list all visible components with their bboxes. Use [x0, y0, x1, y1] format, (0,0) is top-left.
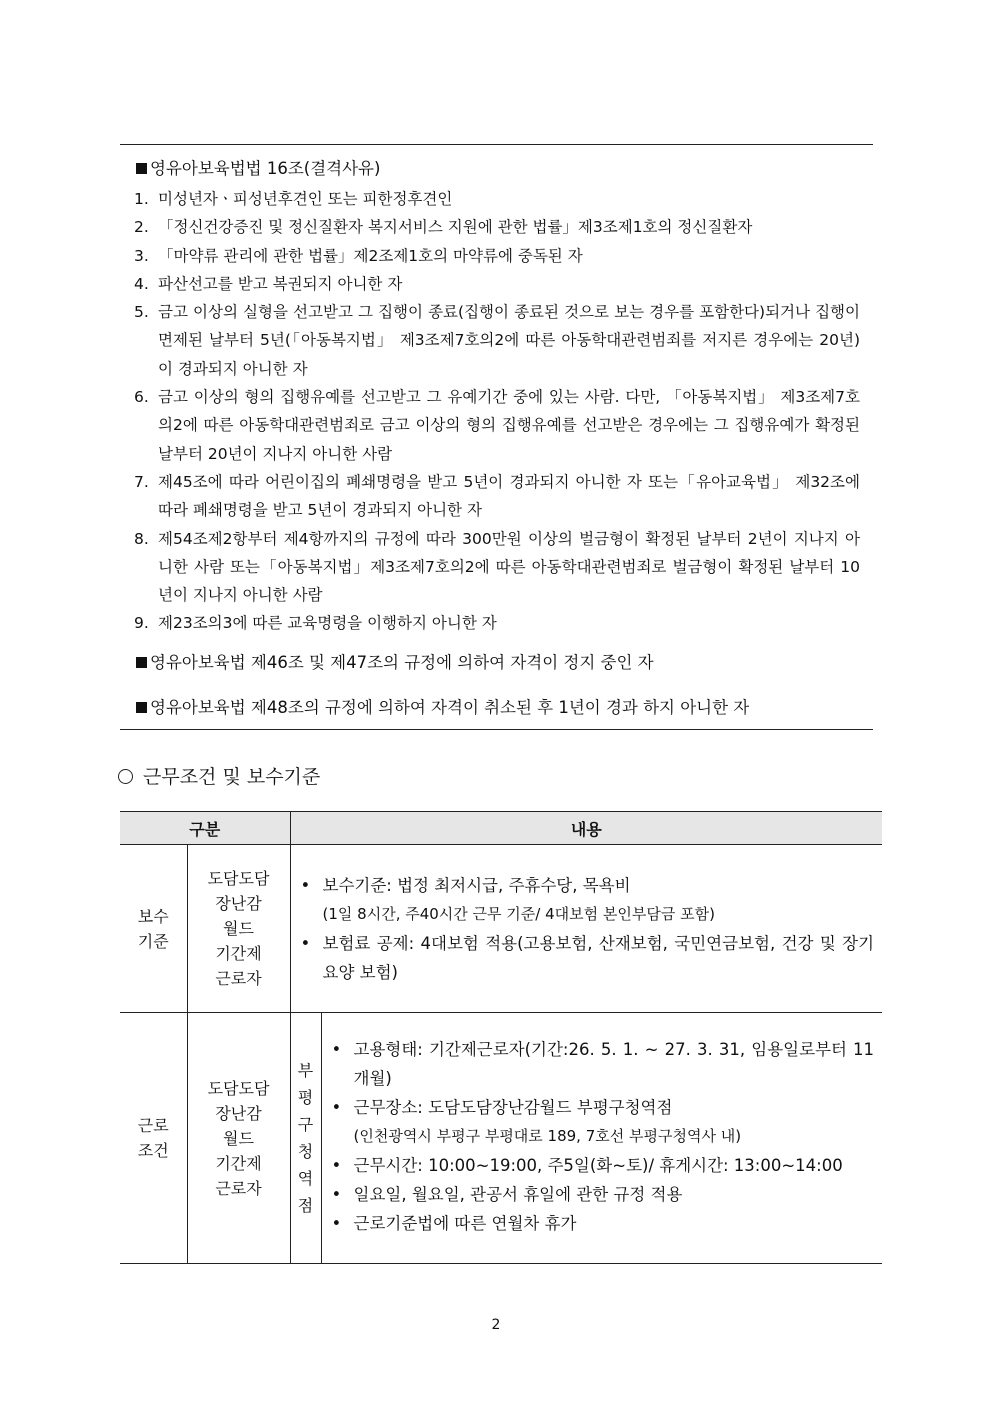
page-number: 2	[491, 1317, 501, 1333]
list-item: 4. 파산선고를 받고 복권되지 아니한 자	[134, 274, 403, 293]
list-item: 2. 「정신건강증진 및 정신질환자 복지서비스 지원에 관한 법률」제3조제1호의 정신질환자	[134, 218, 753, 237]
row-label-work: 근로 조건	[120, 1013, 187, 1264]
table-row	[120, 1013, 882, 1264]
suspension-note: 영유아보육법 제46조 및 제47조의 규정에 의하여 자격이 정지 중인 자	[136, 649, 654, 673]
work-content	[321, 1013, 882, 1264]
list-item: 7. 제45조에 따라 어린이집의 폐쇄명령을 받고 5년이 경과되지 아니한 자 또는「유아교육법」 제32조에 따라 폐쇄명령을 받고 5년이 경과되지 아니한 자	[134, 472, 860, 520]
revocation-note: 영유아보육법 제48조의 규정에 의하여 자격이 취소된 후 1년이 경과 하지 아니한 자	[136, 694, 749, 718]
list-item: 8. 제54조제2항부터 제4항까지의 규정에 따라 300만원 이상의 벌금형이 확정된 날부터 2년이 지나지 아니한 사람 또는「아동복지법」제3조제7호의2에 따른 아동학대관련범죄로 벌금형이 확정된 날부터 10년이 지나지 아니한 사람	[134, 529, 860, 605]
row-label-pay: 보수 기준	[120, 845, 187, 1013]
table-row	[120, 845, 882, 1013]
row-location: 부 평 구 청 역 점	[290, 1013, 321, 1264]
disqualification-list	[134, 185, 860, 638]
list-item: • 보험료 공제: 4대보험 적용(고용보험, 산재보험, 국민연금보험, 건강 및 장기요양 보험)	[300, 933, 875, 982]
list-item: • 일요일, 월요일, 관공서 휴일에 관한 규정 적용	[331, 1185, 683, 1204]
header-content: 내용	[290, 812, 882, 845]
square-bullet-icon	[136, 702, 147, 713]
disqualification-heading: 영유아보육법법 16조(결격사유)	[136, 155, 380, 179]
row-site: 도담도담 장난감 월드 기간제 근로자	[187, 1013, 290, 1264]
list-item: • 근무시간: 10:00~19:00, 주5일(화~토)/ 휴게시간: 13:00~14:00	[331, 1156, 843, 1175]
list-item: • 고용형태: 기간제근로자(기간:26. 5. 1. ~ 27. 3. 31, 임용일로부터 11개월)	[331, 1040, 875, 1088]
row-site: 도담도담 장난감 월드 기간제 근로자	[187, 845, 290, 1013]
list-item: 6. 금고 이상의 형의 집행유예를 선고받고 그 유예기간 중에 있는 사람. 다만, 「아동복지법」 제3조제7호의2에 따른 아동학대관련범죄로 금고 이상의 형의 집행유예를 선고받은 경우에는 그 집행유예가 확정된 날부터 20년이 지나지 아니한 사람	[134, 388, 860, 463]
list-item: 9. 제23조의3에 따른 교육명령을 이행하지 아니한 자	[134, 614, 497, 633]
square-bullet-icon	[136, 657, 147, 668]
pay-sub-note: (1일 8시간, 주40시간 근무 기준/ 4대보험 본인부담금 포함)	[322, 904, 715, 923]
circle-bullet-icon	[118, 769, 133, 784]
list-item: • 근무장소: 도담도담장난감월드 부평구청역점	[331, 1098, 673, 1117]
section-title: 근무조건 및 보수기준	[118, 762, 320, 789]
square-bullet-icon	[136, 163, 147, 174]
list-item: 3. 「마약류 관리에 관한 법률」제2조제1호의 마약류에 중독된 자	[134, 246, 583, 265]
pay-content	[290, 845, 882, 1013]
table-header-row	[120, 812, 882, 845]
list-item: 1. 미성년자ㆍ피성년후견인 또는 피한정후견인	[134, 190, 453, 208]
work-sub-note: (인천광역시 부평구 부평대로 189, 7호선 부평구청역사 내)	[353, 1127, 742, 1145]
conditions-table	[120, 811, 882, 1264]
header-category: 구분	[120, 812, 290, 845]
list-item: • 보수기준: 법정 최저시급, 주휴수당, 목욕비	[300, 875, 631, 895]
list-item: • 근로기준법에 따른 연월차 휴가	[331, 1214, 577, 1233]
list-item: 5. 금고 이상의 실형을 선고받고 그 집행이 종료(집행이 종료된 것으로 보는 경우를 포함한다)되거나 집행이 면제된 날부터 5년(「아동복지법」 제3조제7호의2에 따른 아동학대관련범죄를 저지른 경우에는 20년)이 경과되지 아니한 자	[134, 303, 860, 378]
disqualification-box	[120, 144, 873, 730]
